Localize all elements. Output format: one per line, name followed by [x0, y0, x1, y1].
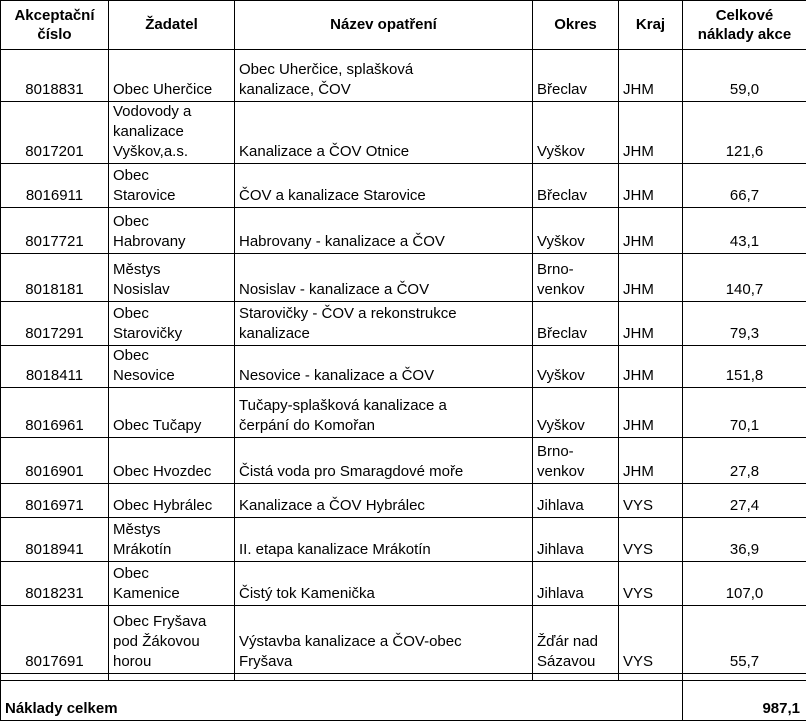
measure-name-cell: Nosislav - kanalizace a ČOV: [235, 254, 533, 302]
region-cell: VYS: [619, 484, 683, 518]
spacer-cell: [235, 674, 533, 681]
applicant-cell: Městys Nosislav: [109, 254, 235, 302]
region-cell: JHM: [619, 102, 683, 164]
applicant-cell: Městys Mrákotín: [109, 518, 235, 562]
table-row: [1, 50, 806, 102]
applicant-cell: Obec Uherčice: [109, 50, 235, 102]
total-cost-cell: 140,7: [683, 254, 806, 302]
spacer-cell: [1, 674, 109, 681]
table-row: [1, 438, 806, 484]
table-row: [1, 518, 806, 562]
accept-number-cell: 8017721: [1, 208, 109, 254]
spacer-cell: [533, 674, 619, 681]
accept-number-cell: 8018231: [1, 562, 109, 606]
district-cell: Břeclav: [533, 164, 619, 208]
total-cost-cell: 79,3: [683, 302, 806, 346]
table-row: [1, 562, 806, 606]
district-cell: Brno- venkov: [533, 254, 619, 302]
accept-number-cell: 8016901: [1, 438, 109, 484]
total-value: 987,1: [683, 681, 806, 721]
region-cell: JHM: [619, 346, 683, 388]
measure-name-cell: Habrovany - kanalizace a ČOV: [235, 208, 533, 254]
table-row: [1, 208, 806, 254]
accept-number-cell: 8018181: [1, 254, 109, 302]
table-row: [1, 254, 806, 302]
region-cell: JHM: [619, 208, 683, 254]
measure-name-cell: Nesovice - kanalizace a ČOV: [235, 346, 533, 388]
accept-number-cell: 8017201: [1, 102, 109, 164]
district-cell: Jihlava: [533, 484, 619, 518]
applicant-cell: Obec Habrovany: [109, 208, 235, 254]
accept-number-cell: 8018831: [1, 50, 109, 102]
district-cell: Břeclav: [533, 302, 619, 346]
measure-name-cell: ČOV a kanalizace Starovice: [235, 164, 533, 208]
measure-name-cell: Čistá voda pro Smaragdové moře: [235, 438, 533, 484]
region-cell: JHM: [619, 388, 683, 438]
measure-name-cell: Čistý tok Kamenička: [235, 562, 533, 606]
header-district: Okres: [533, 1, 619, 50]
district-cell: Žďár nad Sázavou: [533, 606, 619, 674]
district-cell: Jihlava: [533, 562, 619, 606]
total-cost-cell: 43,1: [683, 208, 806, 254]
applicant-cell: Vodovody a kanalizace Vyškov,a.s.: [109, 102, 235, 164]
applicant-cell: Obec Hybrálec: [109, 484, 235, 518]
total-cost-cell: 151,8: [683, 346, 806, 388]
region-cell: VYS: [619, 518, 683, 562]
district-cell: Vyškov: [533, 346, 619, 388]
accept-number-cell: 8018411: [1, 346, 109, 388]
table-row: [1, 102, 806, 164]
accept-number-cell: 8017691: [1, 606, 109, 674]
applicant-cell: Obec Nesovice: [109, 346, 235, 388]
total-cost-cell: 70,1: [683, 388, 806, 438]
measure-name-cell: Starovičky - ČOV a rekonstrukce kanalizace: [235, 302, 533, 346]
region-cell: JHM: [619, 164, 683, 208]
table-row: [1, 606, 806, 674]
applicant-cell: Obec Fryšava pod Žákovou horou: [109, 606, 235, 674]
region-cell: JHM: [619, 302, 683, 346]
measure-name-cell: Tučapy-splašková kanalizace a čerpání do Komořan: [235, 388, 533, 438]
applicant-cell: Obec Kamenice: [109, 562, 235, 606]
spacer-row: [1, 674, 806, 681]
measure-name-cell: Výstavba kanalizace a ČOV-obec Fryšava: [235, 606, 533, 674]
header-measure-name: Název opatření: [235, 1, 533, 50]
spacer-cell: [619, 674, 683, 681]
accept-number-cell: 8016971: [1, 484, 109, 518]
measure-name-cell: Kanalizace a ČOV Hybrálec: [235, 484, 533, 518]
applicant-cell: Obec Tučapy: [109, 388, 235, 438]
total-cost-cell: 121,6: [683, 102, 806, 164]
header-applicant: Žadatel: [109, 1, 235, 50]
total-cost-cell: 27,8: [683, 438, 806, 484]
total-cost-cell: 59,0: [683, 50, 806, 102]
district-cell: Břeclav: [533, 50, 619, 102]
header-row: [1, 1, 806, 50]
total-row: [1, 681, 806, 721]
spacer-cell: [109, 674, 235, 681]
district-cell: Brno- venkov: [533, 438, 619, 484]
header-accept-number: Akceptační číslo: [1, 1, 109, 50]
district-cell: Jihlava: [533, 518, 619, 562]
accept-number-cell: 8018941: [1, 518, 109, 562]
header-total-cost: Celkové náklady akce: [683, 1, 806, 50]
region-cell: VYS: [619, 562, 683, 606]
table-row: [1, 346, 806, 388]
header-region: Kraj: [619, 1, 683, 50]
total-cost-cell: 36,9: [683, 518, 806, 562]
district-cell: Vyškov: [533, 102, 619, 164]
district-cell: Vyškov: [533, 208, 619, 254]
region-cell: JHM: [619, 438, 683, 484]
measure-name-cell: Kanalizace a ČOV Otnice: [235, 102, 533, 164]
applicant-cell: Obec Hvozdec: [109, 438, 235, 484]
applicant-cell: Obec Starovičky: [109, 302, 235, 346]
accept-number-cell: 8017291: [1, 302, 109, 346]
measure-name-cell: Obec Uherčice, splašková kanalizace, ČOV: [235, 50, 533, 102]
total-cost-cell: 66,7: [683, 164, 806, 208]
region-cell: VYS: [619, 606, 683, 674]
accept-number-cell: 8016911: [1, 164, 109, 208]
total-cost-cell: 27,4: [683, 484, 806, 518]
table-row: [1, 302, 806, 346]
region-cell: JHM: [619, 254, 683, 302]
table-row: [1, 164, 806, 208]
region-cell: JHM: [619, 50, 683, 102]
total-cost-cell: 107,0: [683, 562, 806, 606]
district-cell: Vyškov: [533, 388, 619, 438]
table-row: [1, 484, 806, 518]
table-row: [1, 388, 806, 438]
applicant-cell: Obec Starovice: [109, 164, 235, 208]
accept-number-cell: 8016961: [1, 388, 109, 438]
total-cost-cell: 55,7: [683, 606, 806, 674]
total-label: Náklady celkem: [1, 681, 683, 721]
measure-name-cell: II. etapa kanalizace Mrákotín: [235, 518, 533, 562]
spacer-cell: [683, 674, 806, 681]
